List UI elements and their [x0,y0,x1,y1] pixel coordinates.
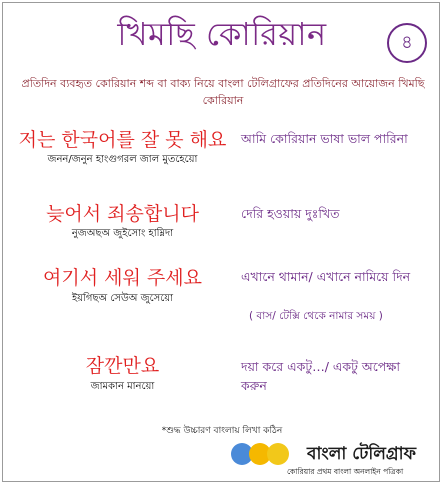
logo-tagline: কোরিয়ার প্রথম বাংলা অনলাইন পত্রিকা [287,467,404,476]
korean-phrase: 여기서 세워 주세요 [43,267,202,289]
footnote: *শুদ্ধ উচ্চারণ বাংলায় লিখা কঠিন [161,426,283,436]
episode-number-badge: ৪ [387,23,427,63]
bengali-meaning: দয়া করে একটু…/ একটু অপেক্ষা করুন [241,359,401,393]
bengali-meaning: এখানে থামান/ এখানে নামিয়ে দিন [241,269,411,284]
pronunciation: নুজঅছঅ জুইসোং হাম্নিদা [71,228,174,239]
pronunciation: ইয়গিছঅ সেউঅ জুসেয়ো [71,293,174,304]
pronunciation: জনন/জনুন হাংগুগরল জাল মুতহেয়ো [47,154,198,165]
bengali-meaning: আমি কোরিয়ান ভাষা ভাল পারিনা [241,131,408,146]
korean-phrase: 잠깐만요 [85,355,160,377]
korean-phrase: 저는 한국어를 잘 못 해요 [18,129,227,151]
bengali-meaning: দেরি হওয়ায় দুঃখিত [241,206,340,221]
pronunciation: জামকান মানয়ো [90,381,155,392]
yellow-circle-icon [267,443,289,465]
kimchi-korean-card [2,2,440,482]
bengali-note: ( বাস/ টেক্সি থেকে নামার সময় ) [249,310,383,322]
intro-text: প্রতিদিন ব্যবহৃত কোরিয়ান শব্দ বা বাক্য নিয়ে বাংলা টেলিগ্রাফের প্রতিদিনের আয়োজন খিমছি কোরিয়ান [21,77,425,107]
page-title: খিমছি কোরিয়ান [117,15,327,53]
bangla-telegraph-logo [231,441,441,481]
korean-phrase: 늦어서 죄송합니다 [46,203,199,225]
logo-name: বাংলা টেলিগ্রাফ [307,444,417,464]
